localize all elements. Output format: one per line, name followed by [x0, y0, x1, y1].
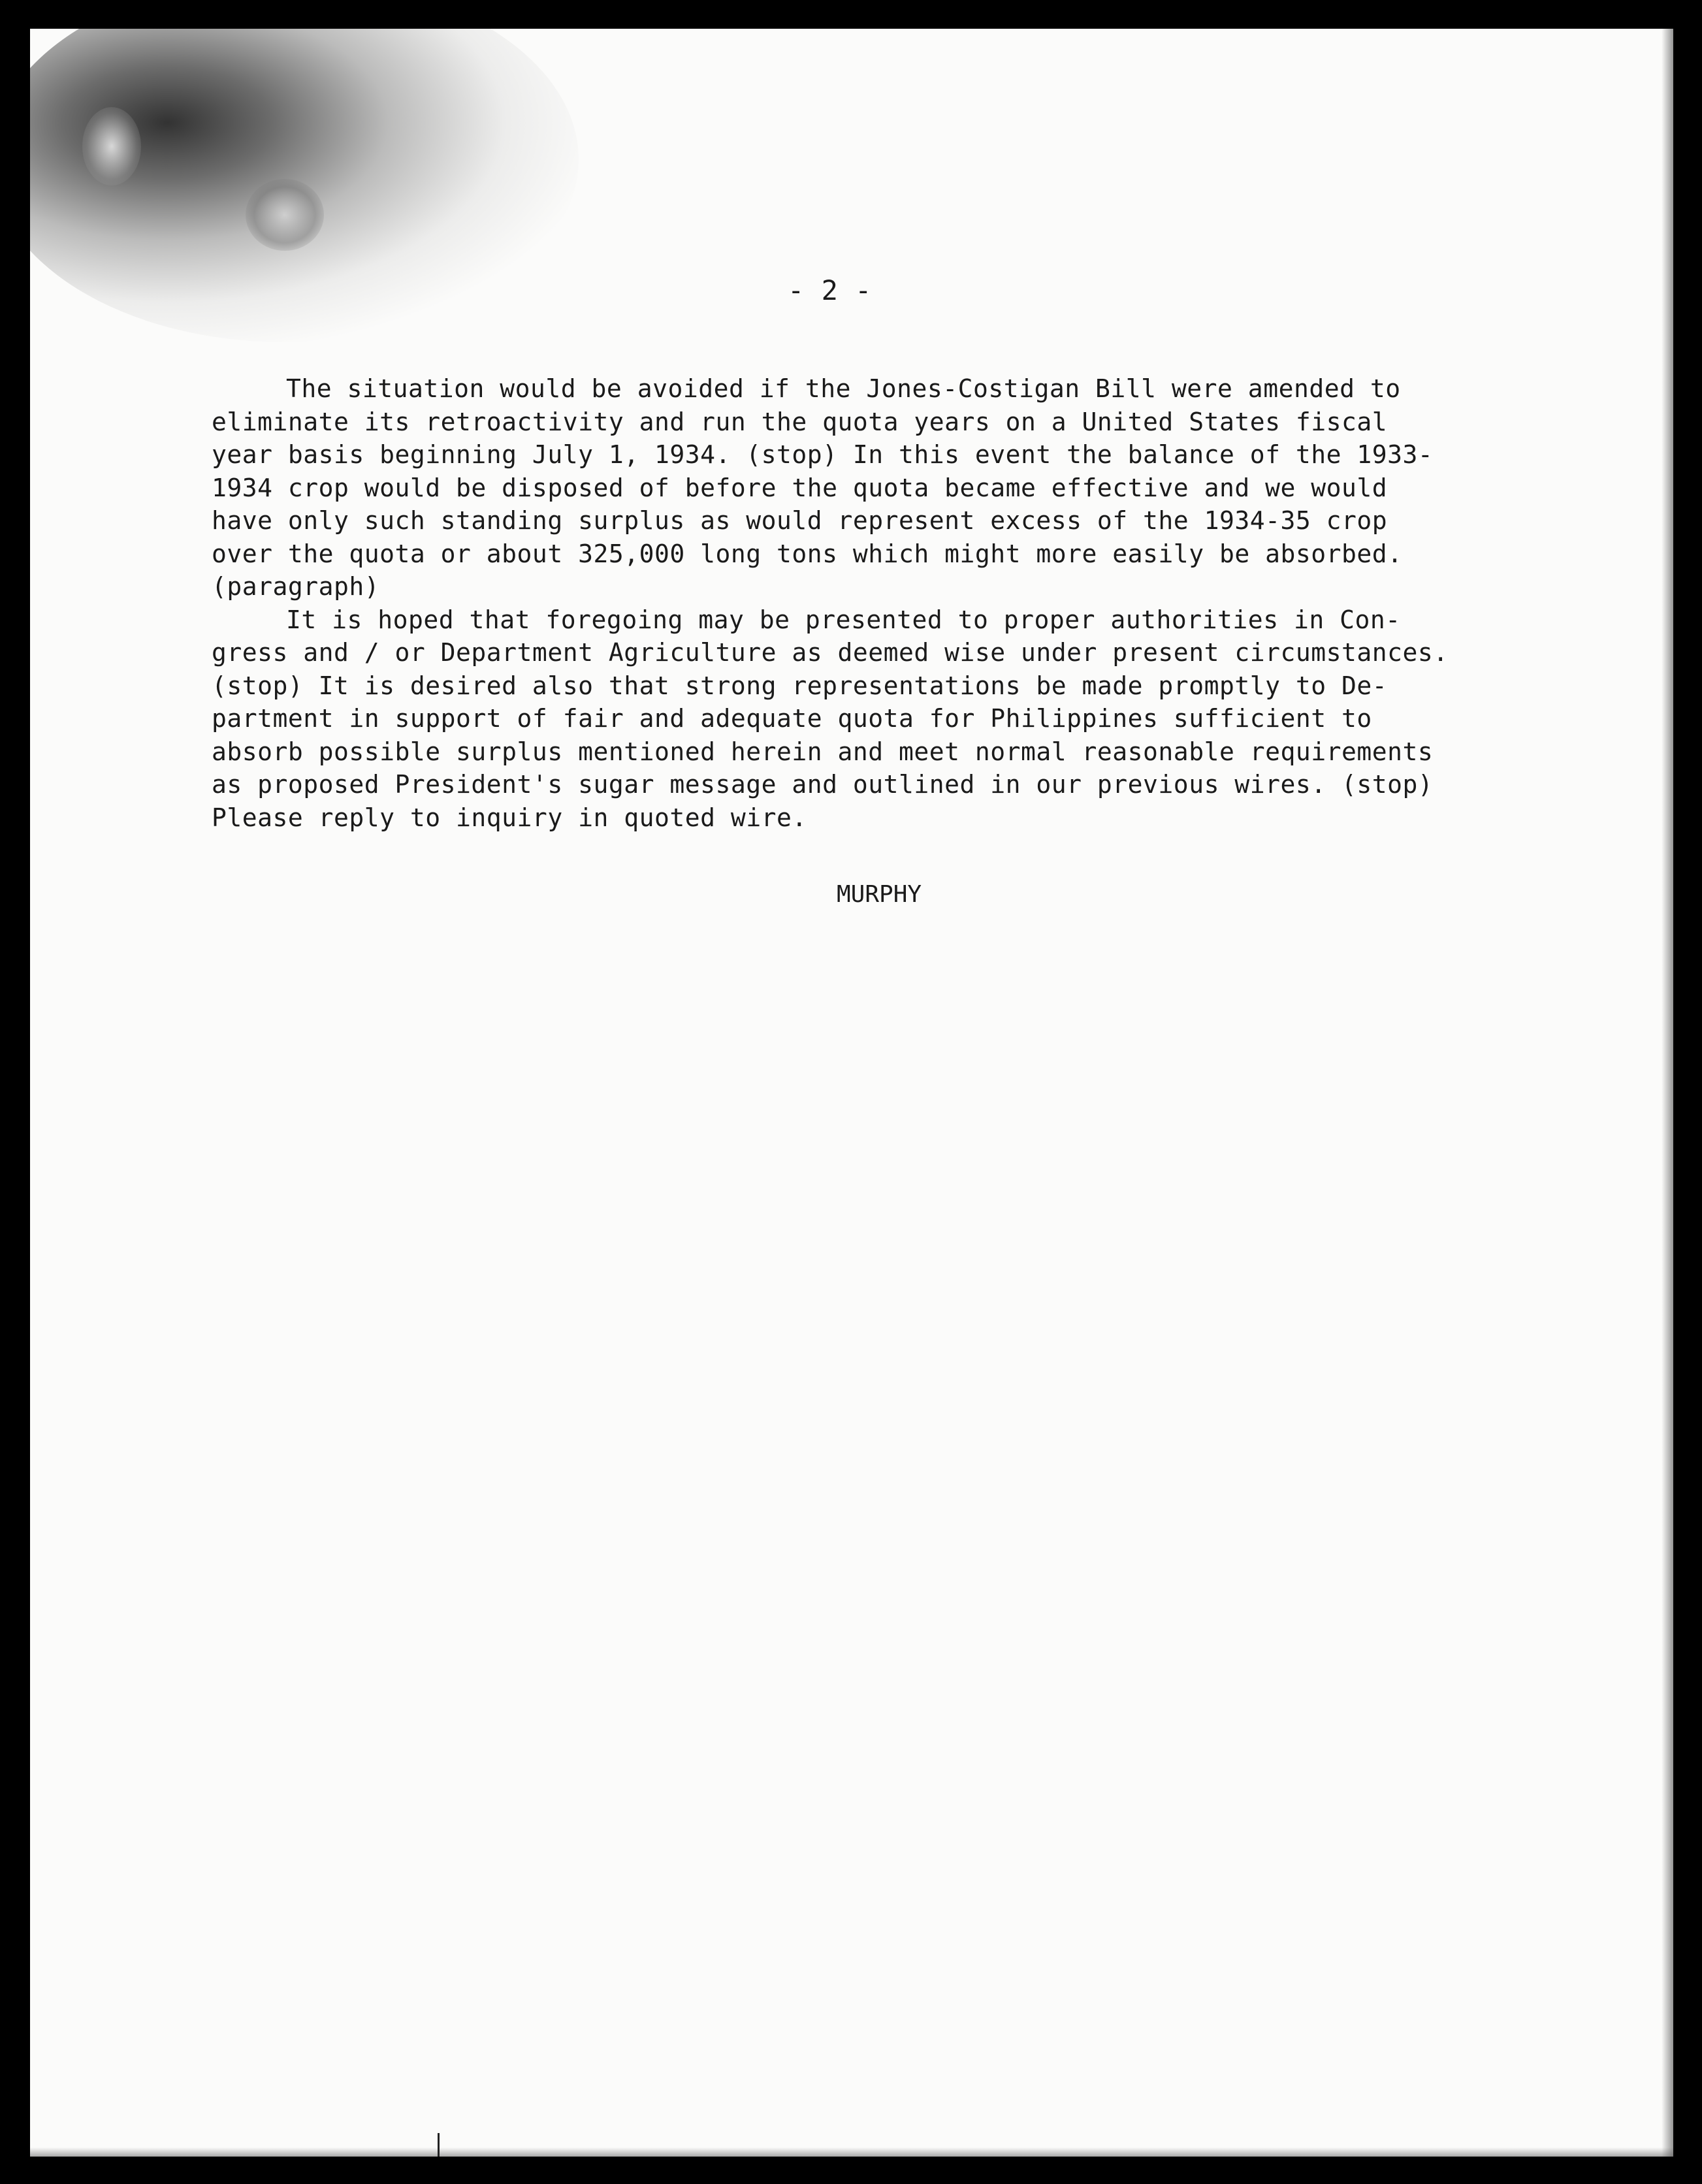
- document-page: [30, 29, 1673, 2157]
- paragraph-2-line-2: gress and / or Department Agriculture as deemed wise under present circumstances.: [212, 638, 1449, 667]
- paragraph-2-line-5: absorb possible surplus mentioned herein and meet normal reasonable requirements: [212, 737, 1434, 766]
- paragraph-1-line-1: The situation would be avoided if the Jones-Costigan Bill were amended to: [286, 374, 1401, 403]
- page-edge-shadow: [1662, 29, 1673, 2157]
- paragraph-1-line-6: over the quota or about 325,000 long tons which might more easily be absorbed.: [212, 539, 1403, 568]
- paragraph-2-line-1: It is hoped that foregoing may be presented to proper authorities in Con-: [286, 605, 1401, 634]
- paragraph-1-line-3: year basis beginning July 1, 1934. (stop) In this event the balance of the 1933-: [212, 440, 1434, 469]
- paragraph-1-line-7: (paragraph): [212, 572, 380, 601]
- paragraph-2-line-3: (stop) It is desired also that strong representations be made promptly to De-: [212, 671, 1388, 700]
- body-text: [212, 372, 1492, 834]
- paragraph-2-line-4: partment in support of fair and adequate quota for Philippines sufficient to: [212, 704, 1372, 733]
- paragraph-1-line-2: eliminate its retroactivity and run the quota years on a United States fiscal: [212, 407, 1388, 436]
- scan-smudge-highlight: [82, 107, 141, 185]
- paragraph-1-line-5: have only such standing surplus as would represent excess of the 1934-35 crop: [212, 506, 1388, 535]
- page-number: - 2 -: [788, 274, 872, 306]
- paragraph-1-line-4: 1934 crop would be disposed of before the quota became effective and we would: [212, 473, 1388, 502]
- scan-mark: [438, 2133, 440, 2157]
- page-edge-shadow: [30, 2147, 1673, 2157]
- scan-smudge-highlight: [246, 179, 324, 251]
- signature: MURPHY: [837, 881, 922, 908]
- paragraph-2-line-6: as proposed President's sugar message and outlined in our previous wires. (stop): [212, 770, 1434, 799]
- paragraph-2-line-7: Please reply to inquiry in quoted wire.: [212, 803, 807, 832]
